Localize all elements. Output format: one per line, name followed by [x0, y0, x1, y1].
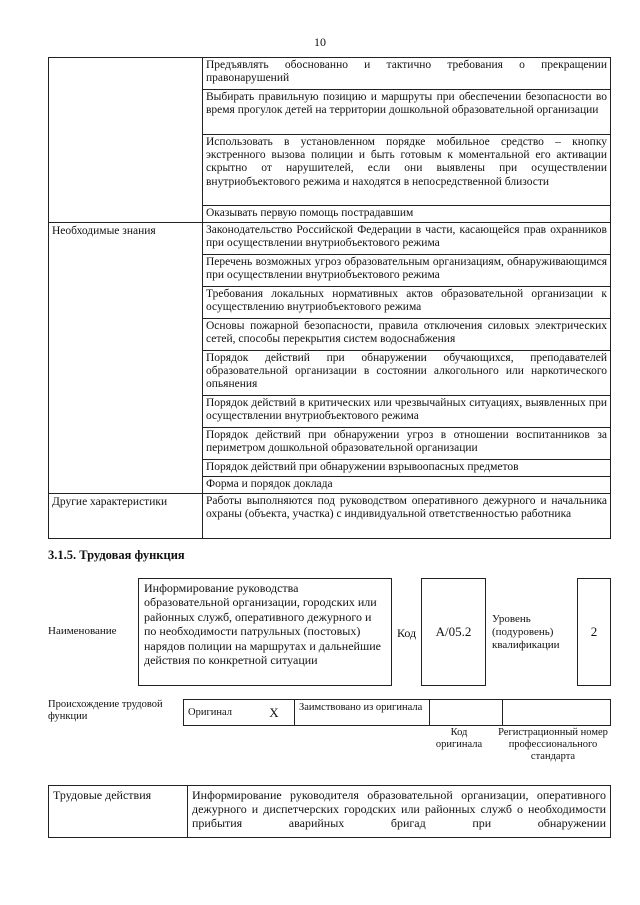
actions-table: [48, 785, 611, 838]
other-text: Работы выполняются под руководством оперативного дежурного и начальника охраны (объекта, участка) с индивидуальной ответственностью работника: [203, 494, 611, 539]
table-row: [49, 223, 611, 255]
original-code-cell: [430, 700, 503, 726]
original-label: Оригинал: [184, 700, 255, 726]
table-row: [184, 700, 611, 726]
knowledge-item: Порядок действий при обнаружении обучающихся, преподавателей образовательной организации в состоянии алкогольного или наркотического опьянения: [203, 351, 611, 396]
reg-caption: Регистрационный номер профессионального стандарта: [498, 727, 608, 762]
borrowed-label: Заимствовано из оригинала: [295, 700, 430, 726]
knowledge-item: Основы пожарной безопасности, правила отключения силовых электрических сетей, способы перекрытия систем водоснабжения: [203, 319, 611, 351]
knowledge-item: Перечень возможных угроз образовательным организациям, обнаруживающимся при осуществлении внутриобъектового режима: [203, 255, 611, 287]
page-number: 10: [314, 35, 326, 49]
level-label: Уровень (подуровень) квалификации: [492, 613, 560, 651]
table-row: [49, 494, 611, 539]
knowledge-label: Необходимые знания: [49, 223, 203, 494]
knowledge-item: Форма и порядок доклада: [203, 477, 611, 494]
code-label: Код: [397, 626, 417, 640]
table-row: [49, 786, 611, 838]
other-label: Другие характеристики: [49, 494, 203, 539]
name-label: Наименование: [48, 625, 117, 637]
skill-item: Использовать в установленном порядке мобильное средство – кнопку экстренного вызова полиции и быть готовым к моментальной его активации скрытно от нарушителей, если они выявлены при осуществлении внутриобъектового режима и находятся в непосредственной близости: [203, 135, 611, 206]
function-name-box: Информирование руководства образовательной организации, городских или районных служб, оперативного дежурного и по необходимости патрульных (постовых) нарядов полиции на маршрутах и дальнейшие действия по конкретной ситуации: [138, 578, 392, 686]
skill-item: Выбирать правильную позицию и маршруты при обеспечении безопасности во время прогулок детей на территории дошкольной образовательной организации: [203, 90, 611, 135]
section-title: 3.1.5. Трудовая функция: [48, 548, 185, 562]
knowledge-item: Порядок действий в критических или чрезвычайных ситуациях, выявленных при осуществлении внутриобъектового режима: [203, 396, 611, 428]
actions-text: Информирование руководителя образовательной организации, оперативного дежурного и диспетчерских городских или районных служб о необходимости прибытия аварийных бригад при обнаружении: [188, 786, 611, 838]
table-row: [49, 58, 611, 90]
reg-number-cell: [503, 700, 611, 726]
knowledge-item: Законодательство Российской Федерации в части, касающейся прав охранников при осуществлении внутриобъектового режима: [203, 223, 611, 255]
knowledge-item: Порядок действий при обнаружении взрывоопасных предметов: [203, 460, 611, 477]
skill-item: Предъявлять обоснованно и тактично требования о прекращении правонарушений: [203, 58, 611, 90]
actions-label: Трудовые действия: [49, 786, 188, 838]
origin-table: [183, 699, 611, 726]
level-value-box: 2: [577, 578, 611, 686]
skills-knowledge-table: [48, 57, 611, 539]
knowledge-item: Порядок действий при обнаружении угроз в отношении воспитанников за периметром дошкольной образовательной организации: [203, 428, 611, 460]
knowledge-item: Требования локальных нормативных актов образовательной организации к осуществлению внутриобъектового режима: [203, 287, 611, 319]
origin-label: Происхождение трудовой функции: [48, 699, 163, 722]
code-value-box: А/05.2: [421, 578, 486, 686]
original-mark: Х: [254, 700, 295, 726]
skills-label-cell: [49, 58, 203, 223]
skill-item: Оказывать первую помощь пострадавшим: [203, 206, 611, 223]
code-caption: Код оригинала: [435, 727, 483, 750]
